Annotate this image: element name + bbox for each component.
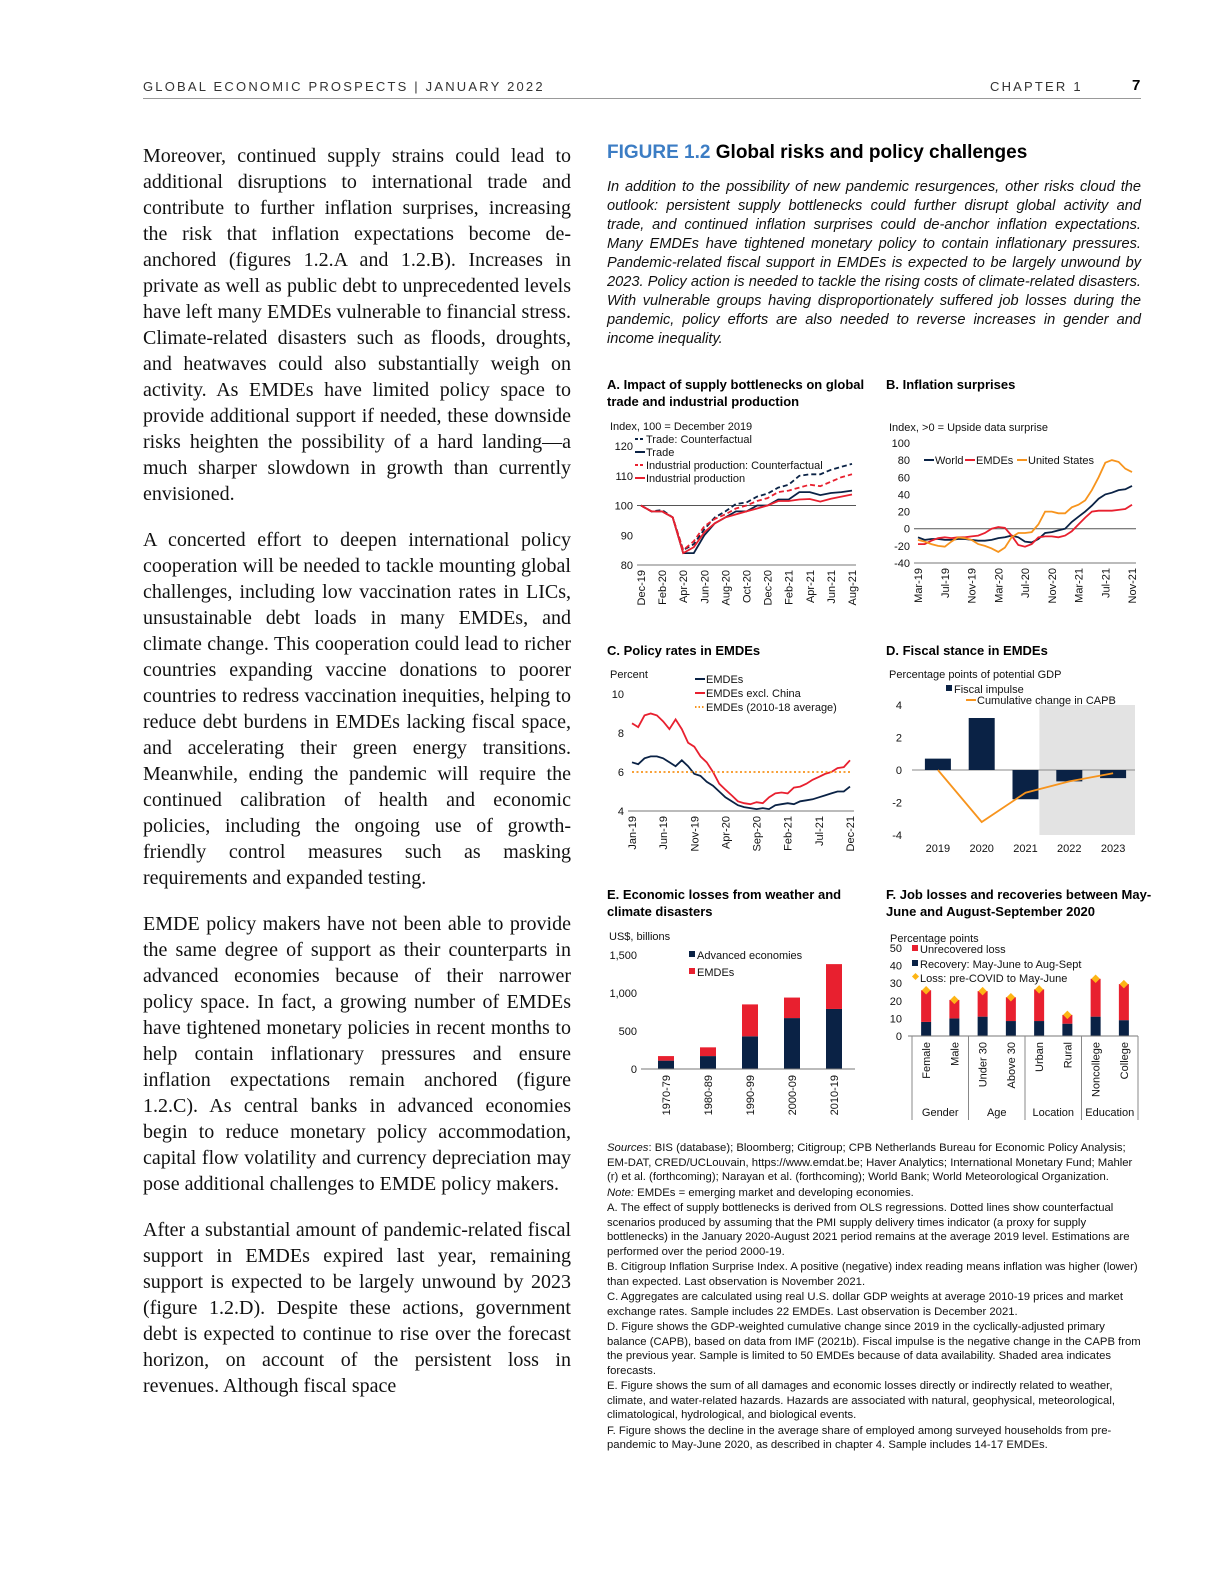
y-axis-unit: Percentage points of potential GDP	[889, 669, 1062, 681]
bar-unrecovered-loss	[1119, 984, 1129, 1020]
legend-label: EMDEs (2010-18 average)	[706, 702, 837, 714]
chart-d	[886, 665, 1144, 860]
bar-emdes	[784, 998, 800, 1019]
note-c: C. Aggregates are calculated using real U.S. dollar GDP weights at average 2010-19 prices and market exchange rates. Sample includes 22 EMDEs. Last observation is December 2021.	[607, 1291, 1123, 1318]
legend-swatch	[912, 973, 919, 980]
x-tick-label: Mar-21	[1073, 568, 1086, 603]
note-d: D. Figure shows the GDP-weighted cumulative change since 2019 in the cyclically-adjusted primary balance (CAPB), based on data from IMF (2021b). Fiscal impulse is the negative change in the CAPB from the previous year. Sample is limited to 50 EMDEs because of data availability. Shaded area indicates forecasts.	[607, 1321, 1141, 1377]
legend-label: EMDEs	[706, 674, 744, 686]
figure-title	[607, 142, 1027, 164]
group-label: Location	[1032, 1107, 1075, 1119]
legend-label: Trade	[646, 447, 675, 459]
legend-swatch	[946, 685, 952, 691]
y-tick-label: 90	[620, 530, 633, 543]
paragraph: A concerted effort to deepen international policy cooperation will be needed to tackle mounting global challenges, including low vaccination rates in LICs, unsustainable debt loads in many EMDEs, and climate change. This cooperation could lead to richer countries expanding vaccine donations to poorer countries to redress vaccination inequities, helping to reduce debt burdens in EMDEs lacking fiscal space, and accelerating their green energy transitions. Meanwhile, ending the pandemic will require the continued calibration of health and economic policies, including the ongoing use of growth-friendly control measures such as masking requirements and expanded testing.	[143, 529, 571, 889]
x-tick-label: Jun-20	[699, 570, 712, 604]
x-tick-label: Jul-20	[1020, 568, 1032, 598]
note-a: A. The effect of supply bottlenecks is derived from OLS regressions. Dotted lines show counterfactual scenarios produced by assuming that the PMI supply delivery times indicator (a proxy for supply bottlenecks) in the January 2020-August 2021 period remains at the average 2019 level. Estimations are performed over the period 2000-19.	[607, 1202, 1130, 1258]
panel-e-title: E. Economic losses from weather and climate disasters	[607, 887, 842, 919]
group-label: Gender	[921, 1107, 959, 1119]
y-tick-label: -2	[892, 797, 902, 810]
bar-recovery	[1119, 1020, 1129, 1036]
series-line-industrial-production	[641, 495, 852, 554]
x-tick-label: 1990-99	[745, 1075, 757, 1116]
legend-label: EMDEs	[697, 967, 735, 979]
sources-label: Sources	[607, 1142, 649, 1154]
x-tick-label: Jun-19	[658, 816, 671, 850]
x-tick-label: Sep-20	[751, 816, 764, 852]
legend-label: Advanced economies	[697, 950, 803, 962]
bar-emdes	[700, 1047, 716, 1056]
y-tick-label: 8	[617, 728, 624, 740]
note-f: F. Figure shows the decline in the average share of employed among surveyed households from pre-pandemic to May-June 2020, as described in chapter 4. Sample includes 14-17 EMDEs.	[607, 1424, 1112, 1451]
x-tick-label: Feb-21	[783, 570, 796, 605]
x-tick-label: Aug-20	[720, 570, 733, 606]
y-tick-label: 6	[617, 767, 624, 779]
group-label: Education	[1085, 1107, 1135, 1119]
x-tick-label: Nov-19	[966, 568, 979, 604]
figure-number: FIGURE 1.2	[607, 142, 711, 163]
bar-unrecovered-loss	[921, 990, 931, 1022]
bar-advanced-economies	[658, 1061, 674, 1069]
legend-label: World	[935, 455, 964, 467]
paragraph: Moreover, continued supply strains could lead to additional disruptions to international trade and contribute to further inflation surprises, increasing the risk that inflation expectations become de-anchored (figures 1.2.A and 1.2.B). Increases in private as well as public debt to unprecedented levels have left many EMDEs vulnerable to financial stress. Climate-related disasters such as floods, droughts, and heatwaves could also substantially weigh on activity. As EMDEs have limited policy space to provide additional support if needed, these downside risks heighten the possibility of a hard landing—a much sharper slowdown in growth than currently envisioned.	[143, 145, 571, 505]
panel-a-title: A. Impact of supply bottlenecks on global trade and industrial production	[607, 377, 865, 409]
x-tick-label: Dec-20	[762, 570, 775, 606]
bar-unrecovered-loss	[1091, 979, 1101, 1017]
sources-text: : BIS (database); Bloomberg; Citigroup; CPB Netherlands Bureau for Economic Policy Analysis; EM-DAT, CRED/UCLouvain, https://www.emdat.be; Haver Analytics; International Monetary Fund; Mahler (r) et al. (forthcoming); Narayan et al. (forthcoming); World Bank; World Meteorological Organization.	[607, 1142, 1133, 1183]
note-text: EMDEs = emerging market and developing economies.	[634, 1186, 914, 1199]
page-number: 7	[1132, 77, 1141, 94]
note-label: Note:	[607, 1186, 635, 1199]
figure-heading: Global risks and policy challenges	[715, 142, 1028, 163]
legend-label: Trade: Counterfactual	[646, 434, 752, 446]
y-tick-label: 110	[615, 470, 633, 483]
y-tick-label: 4	[617, 806, 624, 818]
x-tick-label: 2022	[1057, 843, 1082, 855]
x-tick-label: Rural	[1062, 1042, 1075, 1069]
bar-advanced-economies	[742, 1036, 758, 1069]
x-tick-label: Mar-20	[993, 568, 1006, 603]
x-tick-label: 2021	[1013, 843, 1038, 855]
y-tick-label: 40	[889, 960, 902, 973]
x-tick-label: Nov-19	[689, 816, 702, 852]
legend-label: Industrial production: Counterfactual	[646, 460, 823, 472]
x-tick-label: Jul-21	[1100, 568, 1113, 598]
x-tick-label: Oct-20	[741, 570, 754, 604]
y-tick-label: 0	[630, 1064, 637, 1076]
legend-label: Recovery: May-June to Aug-Sept	[920, 959, 1082, 971]
x-tick-label: Nov-21	[1127, 568, 1139, 604]
bar-recovery	[978, 1017, 988, 1036]
legend-label: Unrecovered loss	[920, 944, 1006, 956]
y-tick-label: 80	[620, 560, 633, 572]
chart-f	[886, 928, 1144, 1123]
y-axis-unit: Percent	[610, 669, 648, 681]
legend-swatch	[689, 951, 695, 957]
x-tick-label: Apr-20	[720, 816, 733, 850]
bar-recovery	[1034, 1021, 1044, 1036]
x-tick-label: 1980-89	[703, 1075, 715, 1116]
x-tick-label: Under 30	[977, 1042, 990, 1088]
x-tick-label: Jul-19	[939, 568, 952, 598]
x-tick-label: 2000-09	[787, 1075, 799, 1116]
x-tick-label: Feb-20	[657, 570, 670, 605]
bar-fiscal-impulse	[1013, 770, 1039, 799]
bar-advanced-economies	[700, 1056, 716, 1069]
y-tick-label: 0	[903, 523, 910, 536]
x-tick-label: Apr-21	[804, 570, 817, 604]
series-line-world	[918, 486, 1132, 543]
bar-emdes	[742, 1004, 758, 1036]
x-tick-label: Above 30	[1005, 1042, 1018, 1089]
y-tick-label: 1,000	[609, 988, 637, 1000]
general-note	[607, 1186, 1143, 1201]
y-tick-label: 100	[614, 500, 633, 513]
bar-fiscal-impulse	[925, 759, 951, 770]
x-tick-label: Urban	[1034, 1042, 1047, 1072]
y-axis-unit: Percentage points	[890, 933, 979, 945]
chart-b	[886, 418, 1144, 613]
chapter-label: CHAPTER 1	[990, 79, 1083, 94]
panel-f-title: F. Job losses and recoveries between May-June and August-September 2020	[886, 887, 1152, 919]
y-tick-label: 60	[897, 472, 910, 485]
legend-swatch	[912, 945, 918, 951]
running-header: GLOBAL ECONOMIC PROSPECTS | JANUARY 2022	[143, 79, 545, 94]
bar-recovery	[921, 1022, 931, 1036]
bar-emdes	[826, 964, 842, 1009]
header-divider	[143, 98, 1141, 99]
paragraph: EMDE policy makers have not been able to provide the same degree of support as their counterparts in advanced economies because of their narrower policy space. In fact, a growing number of EMDEs have tightened monetary policies in recent months to help contain inflationary pressures and ensure inflation expectations remain anchored (figure 1.2.C). As central banks in advanced economies begin to reduce monetary policy accommodation, capital flow volatility and currency depreciation may pose additional challenges to EMDE policy makers.	[143, 913, 571, 1195]
legend-label: Fiscal impulse	[954, 684, 1024, 696]
chart-a	[607, 418, 872, 613]
y-tick-label: 4	[895, 700, 902, 712]
x-tick-label: 2023	[1100, 843, 1126, 855]
y-tick-label: 0	[895, 1031, 902, 1043]
chart-c	[607, 665, 872, 860]
y-tick-label: 30	[889, 978, 902, 991]
legend-swatch	[689, 968, 695, 974]
x-tick-label: 2020	[969, 843, 994, 855]
y-tick-label: -40	[894, 558, 910, 570]
y-axis-unit: Index, 100 = December 2019	[610, 421, 753, 433]
x-tick-label: Feb-21	[782, 816, 795, 851]
y-tick-label: 2	[895, 732, 902, 745]
bar-recovery	[1006, 1021, 1016, 1036]
x-tick-label: Aug-21	[847, 570, 859, 606]
x-tick-label: 2010-19	[829, 1075, 841, 1116]
x-tick-label: Jan-19	[627, 816, 639, 850]
legend-label: Cumulative change in CAPB	[977, 695, 1116, 707]
y-tick-label: 0	[895, 765, 902, 777]
body-text	[143, 143, 571, 1419]
note-e: E. Figure shows the sum of all damages and economic losses directly or indirectly related to weather, climate, and water-related hazards. Hazards are associated with natural, geophysical, meteorological, climatological, hydrological, and biological events.	[607, 1380, 1115, 1421]
legend-label: United States	[1028, 455, 1095, 467]
x-tick-label: Male	[949, 1042, 962, 1066]
x-tick-label: Jun-21	[825, 570, 838, 604]
y-tick-label: 10	[611, 689, 624, 701]
y-tick-label: 10	[889, 1013, 902, 1026]
chart-e	[607, 928, 872, 1123]
y-tick-label: 100	[891, 438, 910, 450]
panel-c-title: C. Policy rates in EMDEs	[607, 643, 761, 658]
legend-label: Industrial production	[646, 473, 746, 485]
y-tick-label: 50	[889, 943, 902, 955]
bar-recovery	[949, 1018, 959, 1036]
bar-unrecovered-loss	[1034, 989, 1044, 1021]
series-line-trade	[641, 491, 852, 553]
y-axis-unit: Index, >0 = Upside data surprise	[889, 422, 1048, 434]
bar-advanced-economies	[826, 1009, 842, 1069]
legend-label: Loss: pre-COVID to May-June	[920, 973, 1068, 985]
x-tick-label: College	[1118, 1042, 1131, 1080]
bar-recovery	[1091, 1017, 1101, 1036]
y-tick-label: 120	[614, 441, 633, 453]
legend-label: EMDEs excl. China	[706, 688, 801, 700]
x-tick-label: 1970-79	[661, 1075, 673, 1116]
note-b: B. Citigroup Inflation Surprise Index. A positive (negative) index reading means inflation was higher (lower) than expected. Last observation is November 2021.	[607, 1261, 1138, 1288]
y-tick-label: 1,500	[609, 950, 637, 962]
y-axis-unit: US$, billions	[609, 931, 671, 943]
y-tick-label: 80	[897, 455, 910, 468]
legend-swatch	[912, 960, 918, 966]
x-tick-label: 2019	[925, 843, 951, 855]
x-tick-label: Jul-21	[813, 816, 826, 846]
x-tick-label: Female	[921, 1042, 934, 1079]
legend-label: EMDEs	[976, 455, 1014, 467]
series-line-emdes	[632, 756, 850, 809]
y-tick-label: -4	[892, 830, 902, 842]
bar-emdes	[658, 1056, 674, 1061]
bar-recovery	[1062, 1024, 1072, 1036]
x-tick-label: Dec-19	[636, 570, 648, 606]
bar-fiscal-impulse	[969, 718, 995, 770]
group-label: Age	[986, 1107, 1007, 1119]
x-tick-label: Mar-19	[913, 568, 925, 603]
y-tick-label: 500	[618, 1026, 637, 1038]
x-tick-label: Dec-21	[845, 816, 857, 852]
x-tick-label: Nov-20	[1046, 568, 1059, 604]
panel-d-title: D. Fiscal stance in EMDEs	[886, 643, 1048, 658]
paragraph: After a substantial amount of pandemic-related fiscal support in EMDEs expired last year, remaining support is expected to be largely unwound by 2023 (figure 1.2.D). Despite these actions, government debt is expected to continue to rise over the forecast horizon, on account of the persistent loss in revenues. Although fiscal space	[143, 1219, 571, 1397]
figure-notes	[607, 1141, 1143, 1454]
figure-intro: In addition to the possibility of new pandemic resurgences, other risks cloud the outlook: persistent supply bottlenecks could further disrupt global activity and trade, and continued inflation surprises could de-anchor inflation expectations. Many EMDEs have tightened monetary policy to contain inflationary pressures. Pandemic-related fiscal support in EMDEs is expected to be largely unwound by 2023. Policy action is needed to tackle the rising costs of climate-related disasters. With vulnerable groups having disproportionately suffered job losses during the pandemic, policy efforts are also needed to reverse increases in gender and income inequality.	[607, 179, 1141, 347]
x-tick-label: Noncollege	[1090, 1042, 1103, 1098]
y-tick-label: 40	[897, 489, 910, 502]
y-tick-label: 20	[889, 995, 902, 1008]
bar-advanced-economies	[784, 1018, 800, 1069]
y-tick-label: -20	[894, 540, 910, 553]
x-tick-label: Apr-20	[678, 570, 691, 604]
panel-b-title: B. Inflation surprises	[886, 377, 1016, 392]
y-tick-label: 20	[897, 506, 910, 519]
sources-note	[607, 1141, 1143, 1185]
